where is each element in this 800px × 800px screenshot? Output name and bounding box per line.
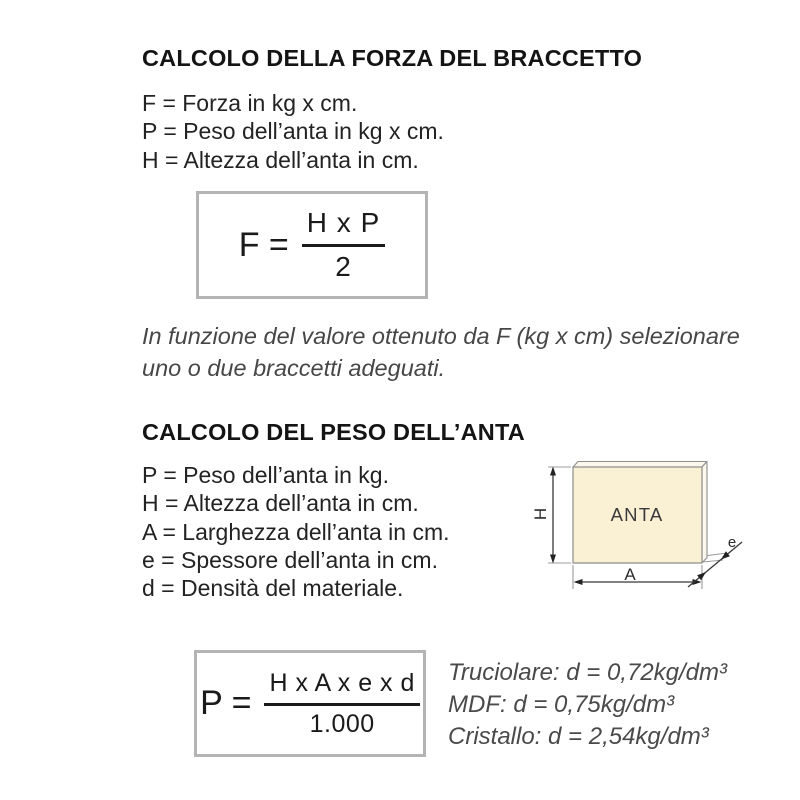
panel-right-edge	[702, 462, 707, 564]
formula-lhs: F =	[238, 225, 289, 264]
definition-line: P = Peso dell’anta in kg x cm.	[142, 118, 444, 145]
density-line: Truciolare: d = 0,72kg/dm³	[448, 659, 728, 686]
definition-line: P = Peso dell’anta in kg.	[142, 462, 389, 488]
formula-numerator: H x A x e x d	[264, 669, 419, 706]
selection-note: In funzione del valore ottenuto da F (kg x cm) selezionare uno o due braccetti adeguati.	[142, 323, 740, 381]
a-arrow-left-icon	[574, 579, 583, 585]
section-title-weight: CALCOLO DEL PESO DELL’ANTA	[142, 419, 525, 445]
density-line: Cristallo: d = 2,54kg/dm³	[448, 723, 709, 750]
definition-line: d = Densità del materiale.	[142, 575, 404, 602]
force-formula	[199, 194, 425, 296]
definition-line: F = Forza in kg x cm.	[142, 90, 358, 116]
definition-line: A = Larghezza dell’anta in cm.	[142, 518, 450, 545]
weight-formula	[197, 653, 423, 754]
density-line: MDF: d = 0,75kg/dm³	[448, 691, 675, 718]
definition-line: H = Altezza dell’anta in cm.	[142, 490, 419, 517]
h-arrow-down-icon	[550, 555, 556, 564]
section-title-force: CALCOLO DELLA FORZA DEL BRACCETTO	[142, 45, 643, 71]
material-densities	[448, 657, 727, 753]
height-dimension-label: H	[531, 507, 550, 521]
formula-lhs: P =	[200, 684, 252, 722]
h-arrow-up-icon	[550, 467, 556, 476]
thickness-dimension-label: e	[727, 534, 737, 551]
definition-line: e = Spessore dell’anta in cm.	[142, 546, 438, 573]
formula-denominator: 1.000	[309, 709, 375, 738]
force-definitions	[142, 89, 444, 174]
force-formula-box	[196, 191, 428, 299]
formula-fraction	[302, 207, 385, 283]
weight-formula-box	[194, 650, 426, 757]
panel-label: ANTA	[610, 504, 664, 525]
formula-numerator: H x P	[302, 207, 385, 247]
panel-top-edge	[573, 462, 707, 468]
width-dimension-label: A	[624, 565, 636, 584]
weight-definitions	[142, 461, 450, 602]
anta-panel-diagram	[525, 450, 760, 595]
formula-denominator: 2	[335, 251, 352, 282]
definition-line: H = Altezza dell’anta in cm.	[142, 146, 419, 173]
formula-fraction	[264, 669, 419, 739]
